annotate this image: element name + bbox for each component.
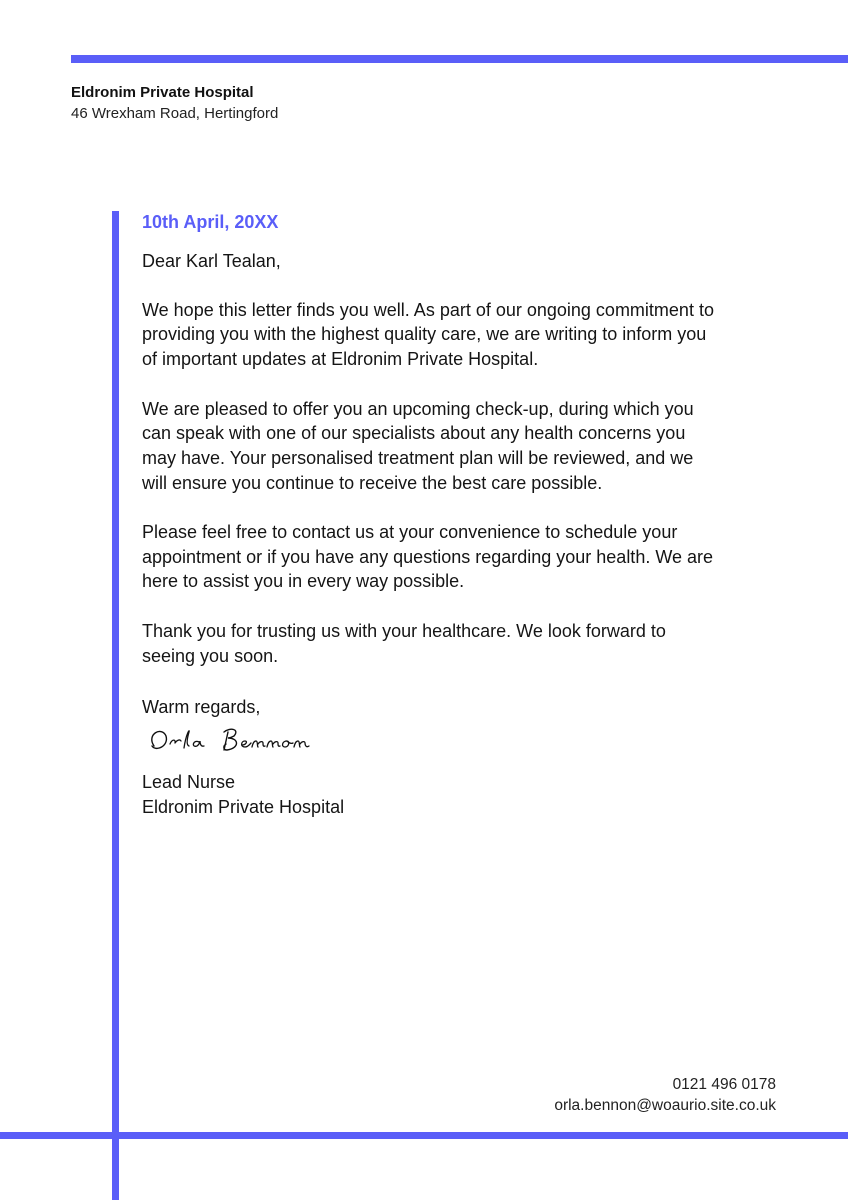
left-accent-rule [112,211,119,1200]
paragraph-4: Thank you for trusting us with your healthcare. We look forward to seeing you soon. [142,620,666,666]
top-accent-rule [71,55,848,63]
letter-date: 10th April, 20XX [142,212,279,232]
bottom-accent-rule [0,1132,848,1139]
contact-phone: 0121 496 0178 [672,1076,776,1093]
paragraph-3: Please feel free to contact us at your convenience to schedule your appointment or if you have any questions regarding your health. We are here to assist you in every way possible. [142,522,714,592]
paragraph-2: We are pleased to offer you an upcoming check-up, during which you can speak with one of our specialists about any health concerns you may have. Your personalised treatment plan will be reviewed, and we will ensure you continue to receive the best care possible. [142,398,694,493]
contact-email[interactable]: orla.bennon@woaurio.site.co.uk [554,1097,776,1114]
organization-name: Eldronim Private Hospital [71,84,254,101]
letterhead [71,82,278,124]
letter-body [142,210,722,819]
signer-organization: Eldronim Private Hospital [142,796,345,817]
handwritten-signature [144,724,314,760]
signer-block [142,770,722,819]
closing: Warm regards, [142,697,261,718]
signer-title: Lead Nurse [142,771,236,792]
organization-address: 46 Wrexham Road, Hertingford [71,105,279,122]
salutation: Dear Karl Tealan, [142,251,281,271]
contact-block [554,1074,776,1116]
paragraph-1: We hope this letter finds you well. As part of our ongoing commitment to providing you with the highest quality care, we are writing to inform you of important updates at Eldronim Private Hospital. [142,299,714,370]
